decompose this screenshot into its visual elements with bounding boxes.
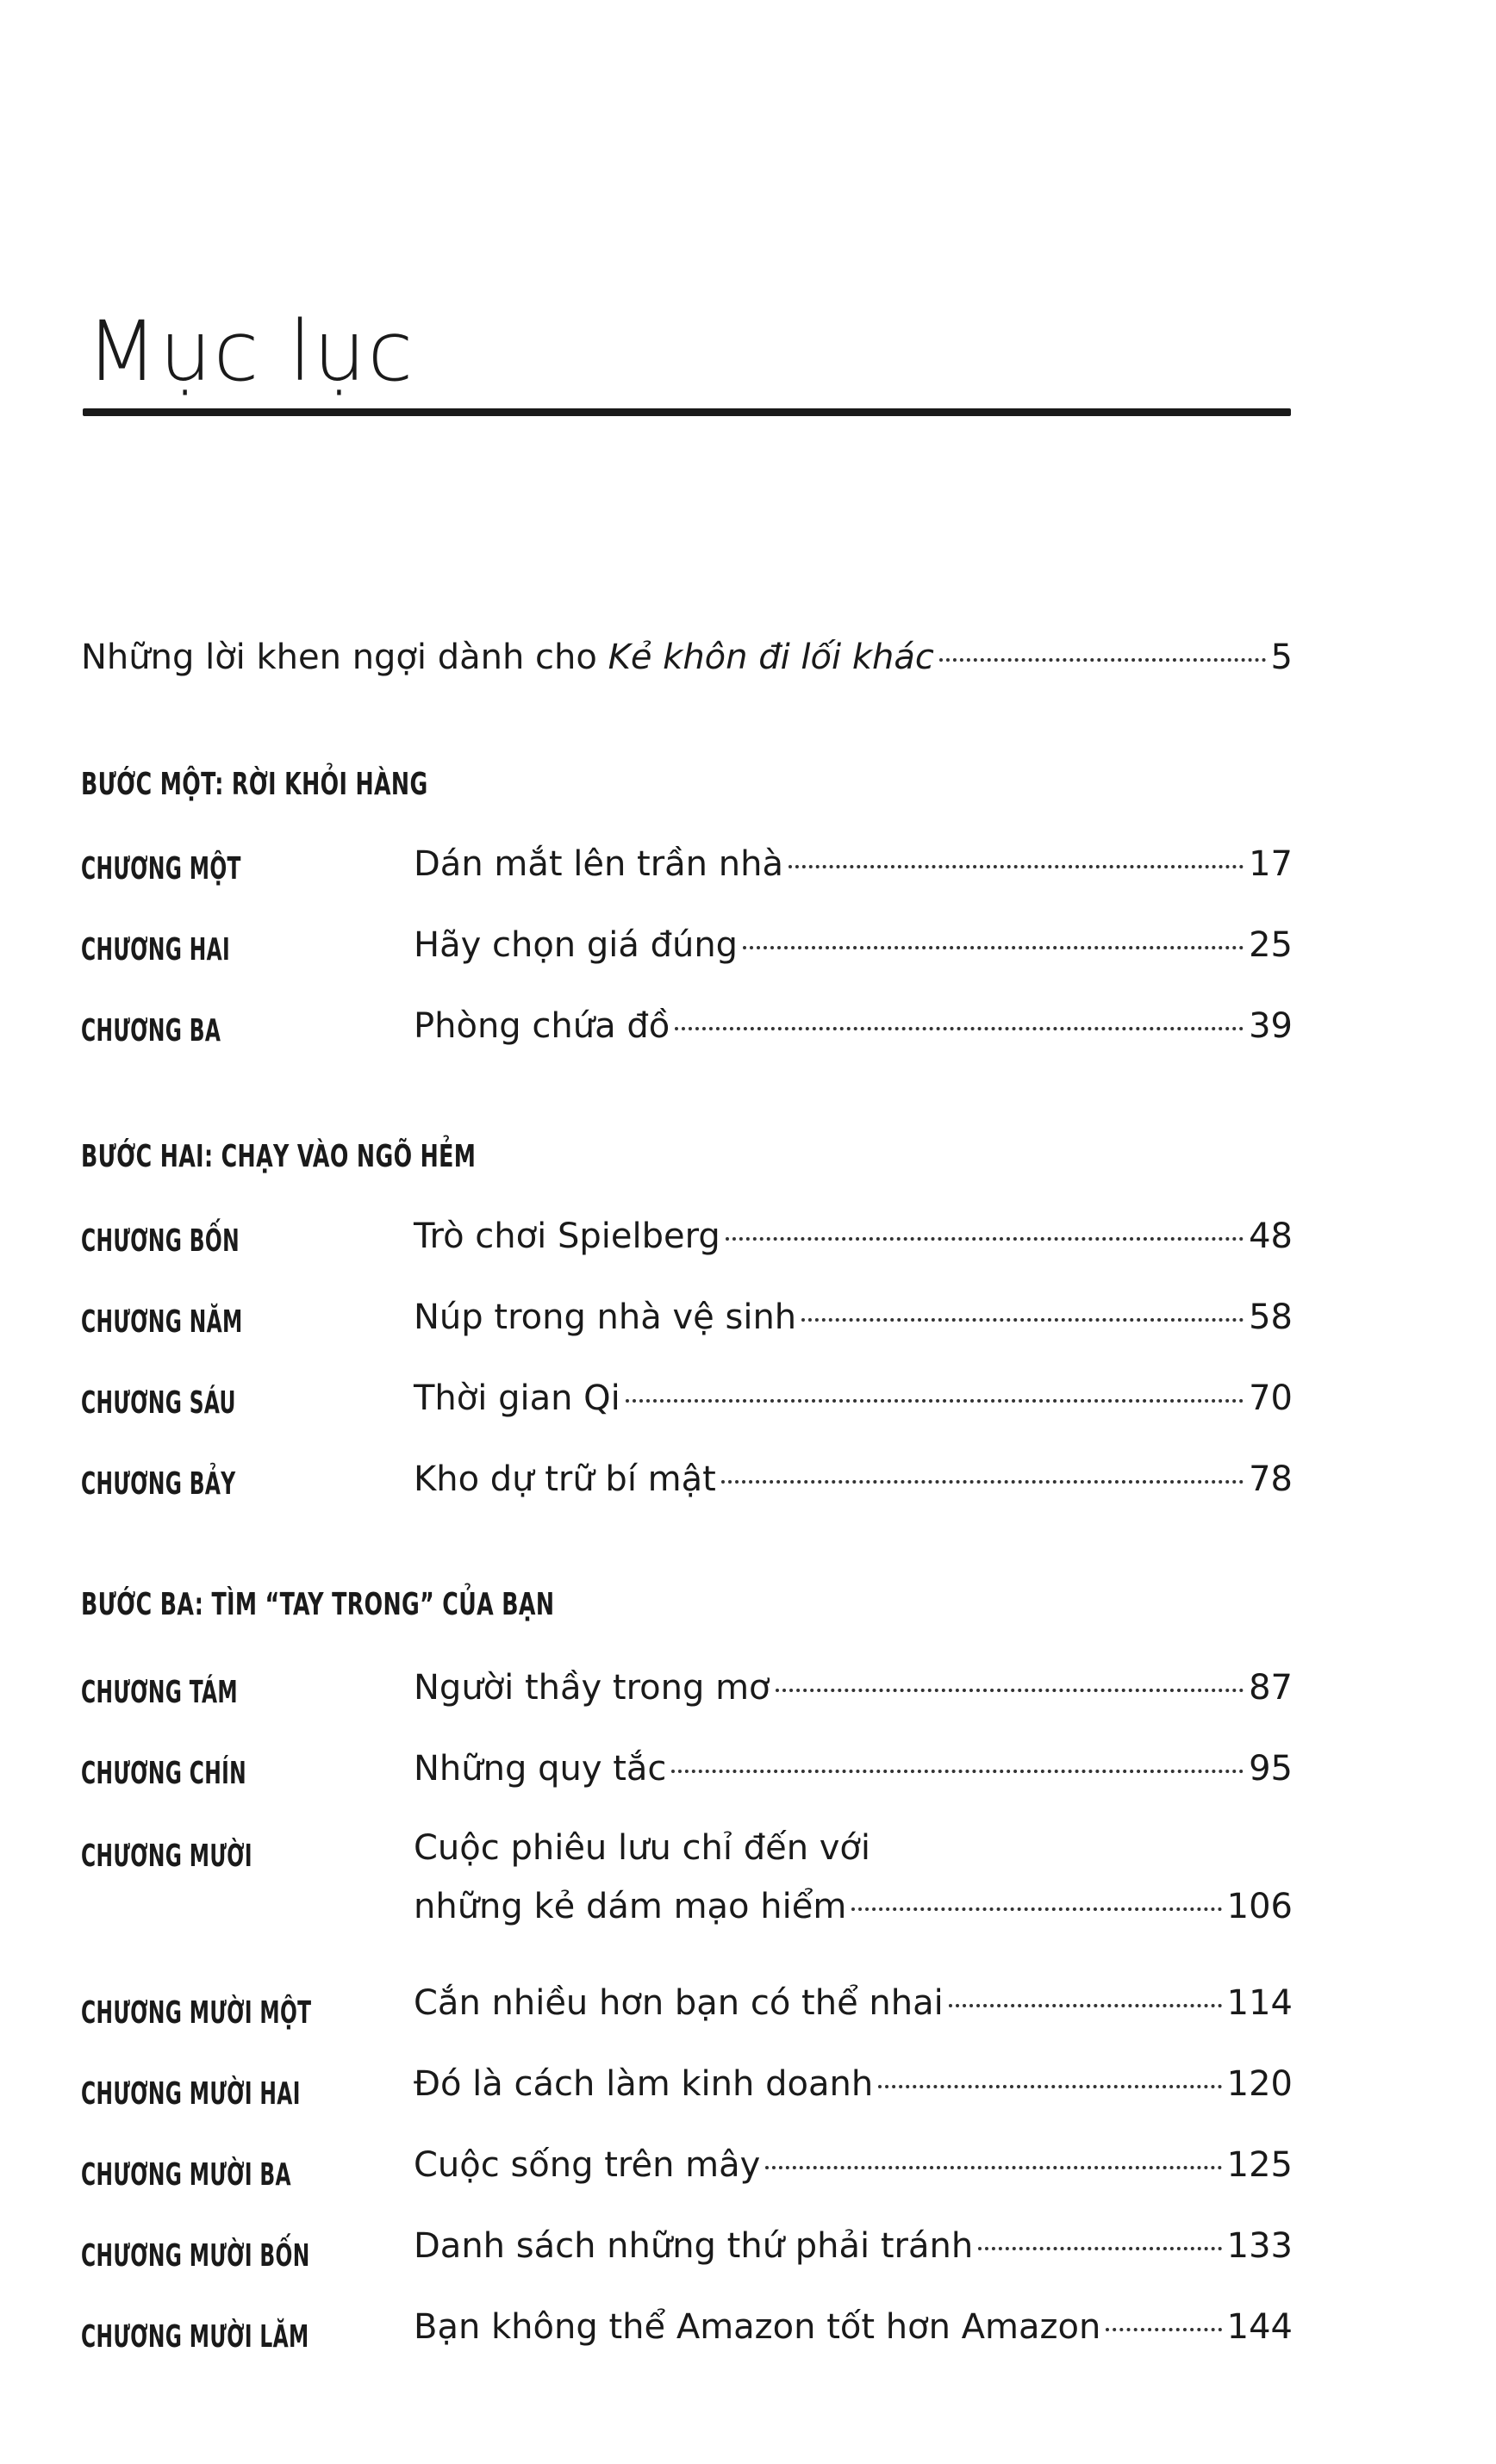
toc-entry bbox=[414, 2063, 1293, 2106]
leader-dots bbox=[675, 1027, 1244, 1030]
section-heading: BƯỚC MỘT: RỜI KHỎI HÀNG bbox=[81, 767, 428, 802]
chapter-title: Danh sách những thứ phải tránh bbox=[414, 2226, 974, 2266]
leader-dots bbox=[726, 1237, 1244, 1241]
title-underline bbox=[83, 408, 1291, 416]
leader-dots bbox=[978, 2247, 1221, 2250]
chapter-label: CHƯƠNG NĂM bbox=[81, 1304, 243, 1340]
page-number: 39 bbox=[1249, 1006, 1293, 1046]
chapter-title: Núp trong nhà vệ sinh bbox=[414, 1297, 797, 1337]
page-number: 95 bbox=[1249, 1749, 1293, 1789]
chapter-label: CHƯƠNG BẢY bbox=[81, 1466, 236, 1502]
section-heading: BƯỚC HAI: CHẠY VÀO NGÕ HẺM bbox=[81, 1139, 477, 1174]
page-number: 58 bbox=[1249, 1297, 1293, 1337]
page-number: 125 bbox=[1226, 2145, 1293, 2185]
book-title: Kẻ khôn đi lối khác bbox=[608, 638, 934, 677]
toc-entry bbox=[414, 1982, 1293, 2025]
chapter-title: Kho dự trữ bí mật bbox=[414, 1459, 716, 1499]
page-title: Mục lục bbox=[86, 303, 415, 400]
chapter-label: CHƯƠNG MƯỜI BA bbox=[81, 2157, 291, 2193]
chapter-title: Bạn không thể Amazon tốt hơn Amazon bbox=[414, 2307, 1101, 2347]
leader-dots bbox=[721, 1480, 1244, 1484]
page-number: 25 bbox=[1249, 925, 1293, 965]
chapter-label: CHƯƠNG TÁM bbox=[81, 1675, 239, 1710]
page-number: 48 bbox=[1249, 1216, 1293, 1256]
toc-entry bbox=[414, 924, 1293, 967]
page-number: 133 bbox=[1226, 2226, 1293, 2266]
page-number: 70 bbox=[1249, 1378, 1293, 1418]
page-number: 106 bbox=[1226, 1887, 1293, 1926]
page-number: 120 bbox=[1226, 2064, 1293, 2104]
leader-dots bbox=[801, 1318, 1244, 1322]
page-number: 17 bbox=[1249, 844, 1293, 884]
leader-dots bbox=[851, 1907, 1221, 1911]
page-number: 87 bbox=[1249, 1668, 1293, 1708]
leader-dots bbox=[878, 2085, 1221, 2088]
toc-entry bbox=[414, 1666, 1293, 1709]
leader-dots bbox=[949, 2004, 1222, 2007]
toc-entry bbox=[414, 2144, 1293, 2187]
chapter-label: CHƯƠNG BỐN bbox=[81, 1223, 240, 1259]
chapter-label: CHƯƠNG BA bbox=[81, 1013, 221, 1048]
toc-entry bbox=[414, 1458, 1293, 1501]
chapter-label: CHƯƠNG MƯỜI bbox=[81, 1839, 252, 1874]
toc-entry bbox=[414, 2305, 1293, 2349]
page-number: 5 bbox=[1270, 638, 1293, 677]
leader-dots bbox=[1106, 2328, 1221, 2331]
toc-entry bbox=[414, 843, 1293, 886]
toc-entry bbox=[414, 1747, 1293, 1790]
intro-text-prefix: Những lời khen ngợi dành cho bbox=[81, 638, 608, 677]
chapter-title: Dán mắt lên trần nhà bbox=[414, 844, 783, 884]
leader-dots bbox=[776, 1689, 1244, 1692]
toc-entry bbox=[414, 1215, 1293, 1258]
page-number: 144 bbox=[1226, 2307, 1293, 2347]
chapter-label: CHƯƠNG MỘT bbox=[81, 851, 241, 887]
chapter-label: CHƯƠNG CHÍN bbox=[81, 1756, 247, 1791]
chapter-label: CHƯƠNG MƯỜI BỐN bbox=[81, 2238, 310, 2274]
section-heading: BƯỚC BA: TÌM “TAY TRONG” CỦA BẠN bbox=[81, 1587, 555, 1622]
chapter-label: CHƯƠNG MƯỜI HAI bbox=[81, 2076, 301, 2112]
chapter-title-line1: Cuộc phiêu lưu chỉ đến với bbox=[414, 1828, 871, 1868]
toc-entry bbox=[414, 2224, 1293, 2268]
chapter-title: Cắn nhiều hơn bạn có thể nhai bbox=[414, 1983, 944, 2023]
leader-dots bbox=[789, 865, 1244, 868]
chapter-title: Những quy tắc bbox=[414, 1749, 667, 1789]
intro-text bbox=[81, 636, 934, 679]
chapter-title: Phòng chứa đồ bbox=[414, 1006, 670, 1046]
chapter-title: Người thầy trong mơ bbox=[414, 1668, 770, 1708]
chapter-title: Thời gian Qi bbox=[414, 1378, 620, 1418]
toc-entry bbox=[414, 1005, 1293, 1048]
intro-entry bbox=[81, 636, 1293, 679]
toc-entry bbox=[414, 1296, 1293, 1339]
toc-entry bbox=[414, 1377, 1293, 1420]
page-number: 114 bbox=[1226, 1983, 1293, 2023]
toc-entry bbox=[414, 1826, 1293, 1928]
chapter-label: CHƯƠNG MƯỜI MỘT bbox=[81, 1995, 312, 2031]
chapter-title: Trò chơi Spielberg bbox=[414, 1216, 720, 1256]
chapter-label: CHƯƠNG SÁU bbox=[81, 1385, 236, 1421]
chapter-title: Cuộc sống trên mây bbox=[414, 2145, 761, 2185]
chapter-title: Đó là cách làm kinh doanh bbox=[414, 2064, 874, 2104]
chapter-label: CHƯƠNG MƯỜI LĂM bbox=[81, 2319, 309, 2355]
chapter-title: Hãy chọn giá đúng bbox=[414, 925, 739, 965]
chapter-title: những kẻ dám mạo hiểm bbox=[414, 1887, 847, 1926]
leader-dots bbox=[939, 658, 1266, 662]
leader-dots bbox=[626, 1399, 1244, 1403]
chapter-label: CHƯƠNG HAI bbox=[81, 932, 231, 968]
leader-dots bbox=[765, 2166, 1221, 2169]
leader-dots bbox=[671, 1770, 1244, 1773]
page-number: 78 bbox=[1249, 1459, 1293, 1499]
leader-dots bbox=[743, 946, 1244, 949]
